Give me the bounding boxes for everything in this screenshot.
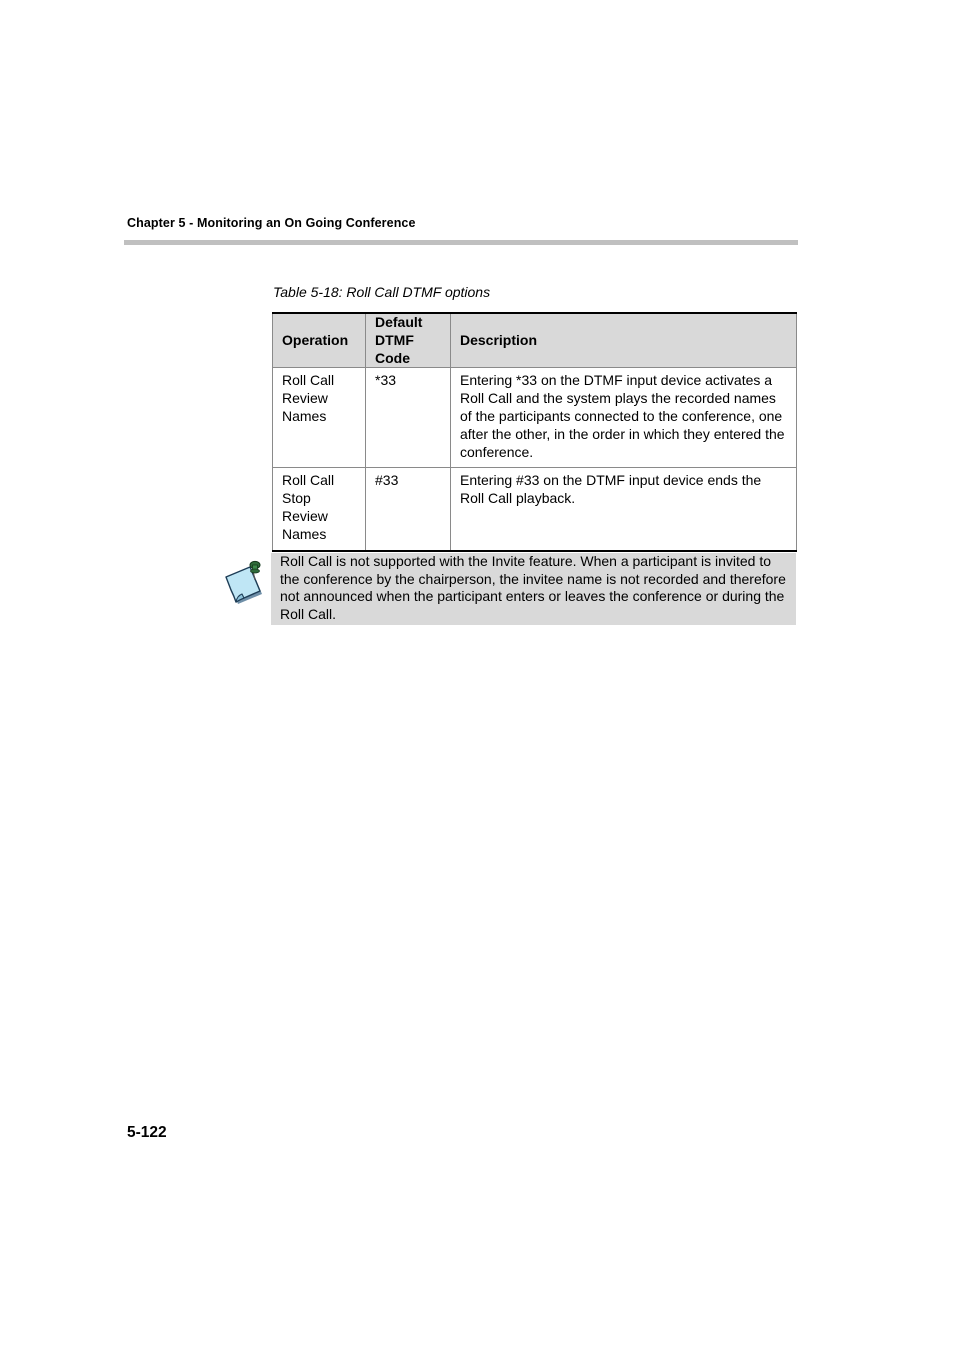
table-row: [273, 468, 797, 551]
column-header-operation: Operation: [273, 313, 366, 368]
column-header-description: Description: [451, 313, 797, 368]
header-divider: [124, 240, 798, 245]
page-number: 5-122: [127, 1124, 167, 1141]
chapter-header: Chapter 5 - Monitoring an On Going Conference: [127, 216, 416, 230]
description-cell: Entering *33 on the DTMF input device activates a Roll Call and the system plays the recorded names of the participants connected to the conference, one after the other, in the order in which they entered the conference.: [451, 368, 797, 468]
operation-cell: Roll Call Stop Review Names: [273, 468, 366, 551]
operation-cell: Roll Call Review Names: [273, 368, 366, 468]
note-pin-icon: [222, 556, 268, 608]
roll-call-dtmf-table: [272, 312, 797, 552]
description-cell: Entering #33 on the DTMF input device ends the Roll Call playback.: [451, 468, 797, 551]
table-row: [273, 368, 797, 468]
dtmf-code-cell: *33: [366, 368, 451, 468]
column-header-dtmf-code: Default DTMF Code: [366, 313, 451, 368]
dtmf-code-cell: #33: [366, 468, 451, 551]
table-header-row: [273, 313, 797, 368]
table-caption: Table 5-18: Roll Call DTMF options: [273, 284, 491, 300]
note-callout: Roll Call is not supported with the Invite feature. When a participant is invited to the conference by the chairperson, the invitee name is not recorded and therefore not announced when the participant enters or leaves the conference or during the Roll Call.: [271, 553, 796, 625]
